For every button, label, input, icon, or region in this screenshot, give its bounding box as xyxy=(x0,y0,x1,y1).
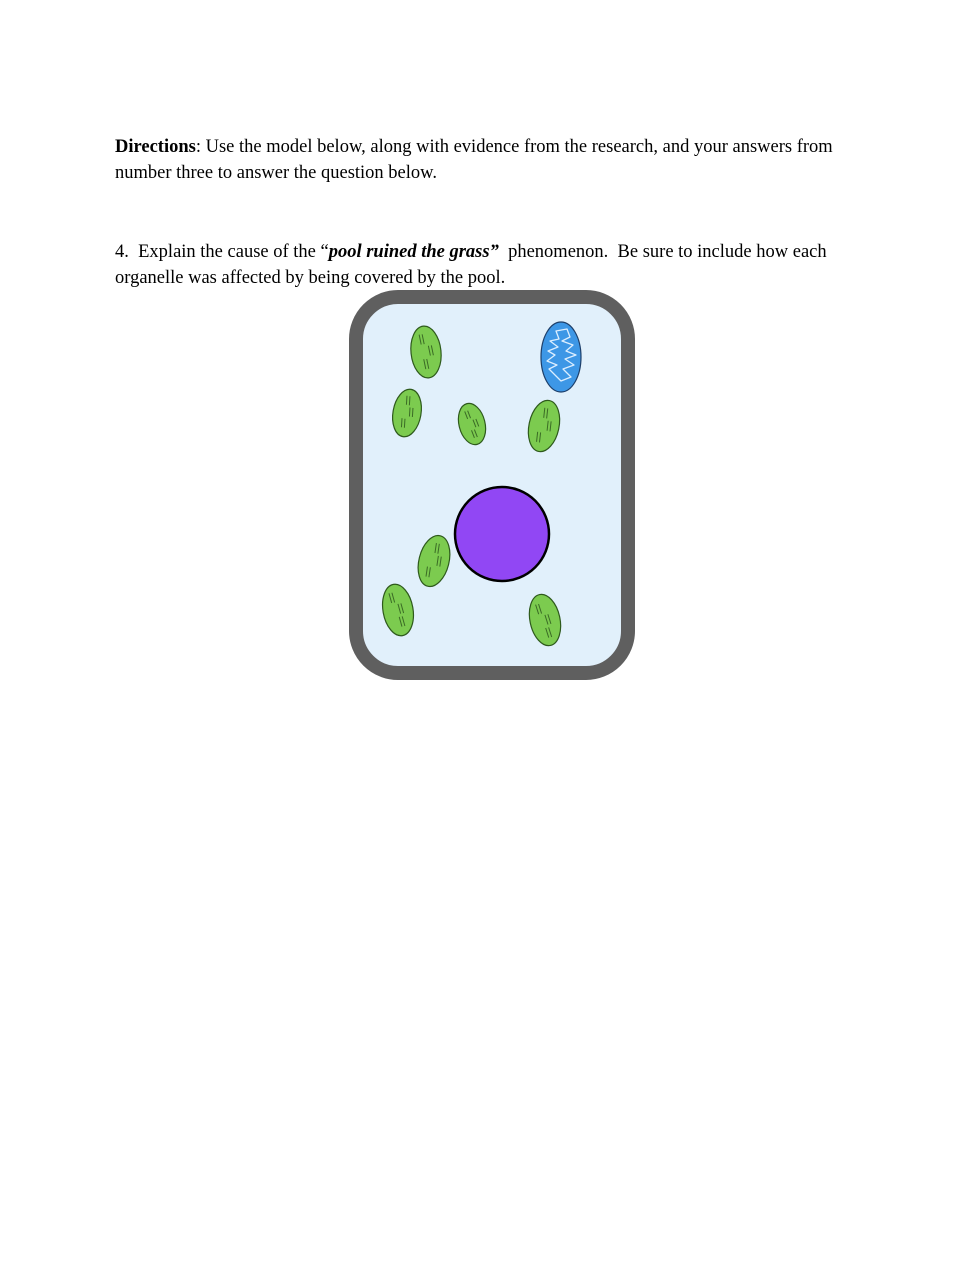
directions-text: : Use the model below, along with evidence from the research, and your answers from number three to answer the question below. xyxy=(115,136,833,183)
mitochondrion xyxy=(541,322,581,392)
question-4 xyxy=(115,239,867,291)
phenomenon-name: pool ruined the grass” xyxy=(328,241,499,262)
question-prefix: 4. Explain the cause of the “ xyxy=(115,241,329,262)
directions-label: Directions xyxy=(115,136,196,157)
plant-cell-model xyxy=(347,288,637,682)
directions-paragraph xyxy=(115,134,867,186)
question-suffix: phenomenon. Be sure to include how each organelle was affected by being covered by the pool. xyxy=(115,241,827,288)
nucleus xyxy=(455,487,549,581)
